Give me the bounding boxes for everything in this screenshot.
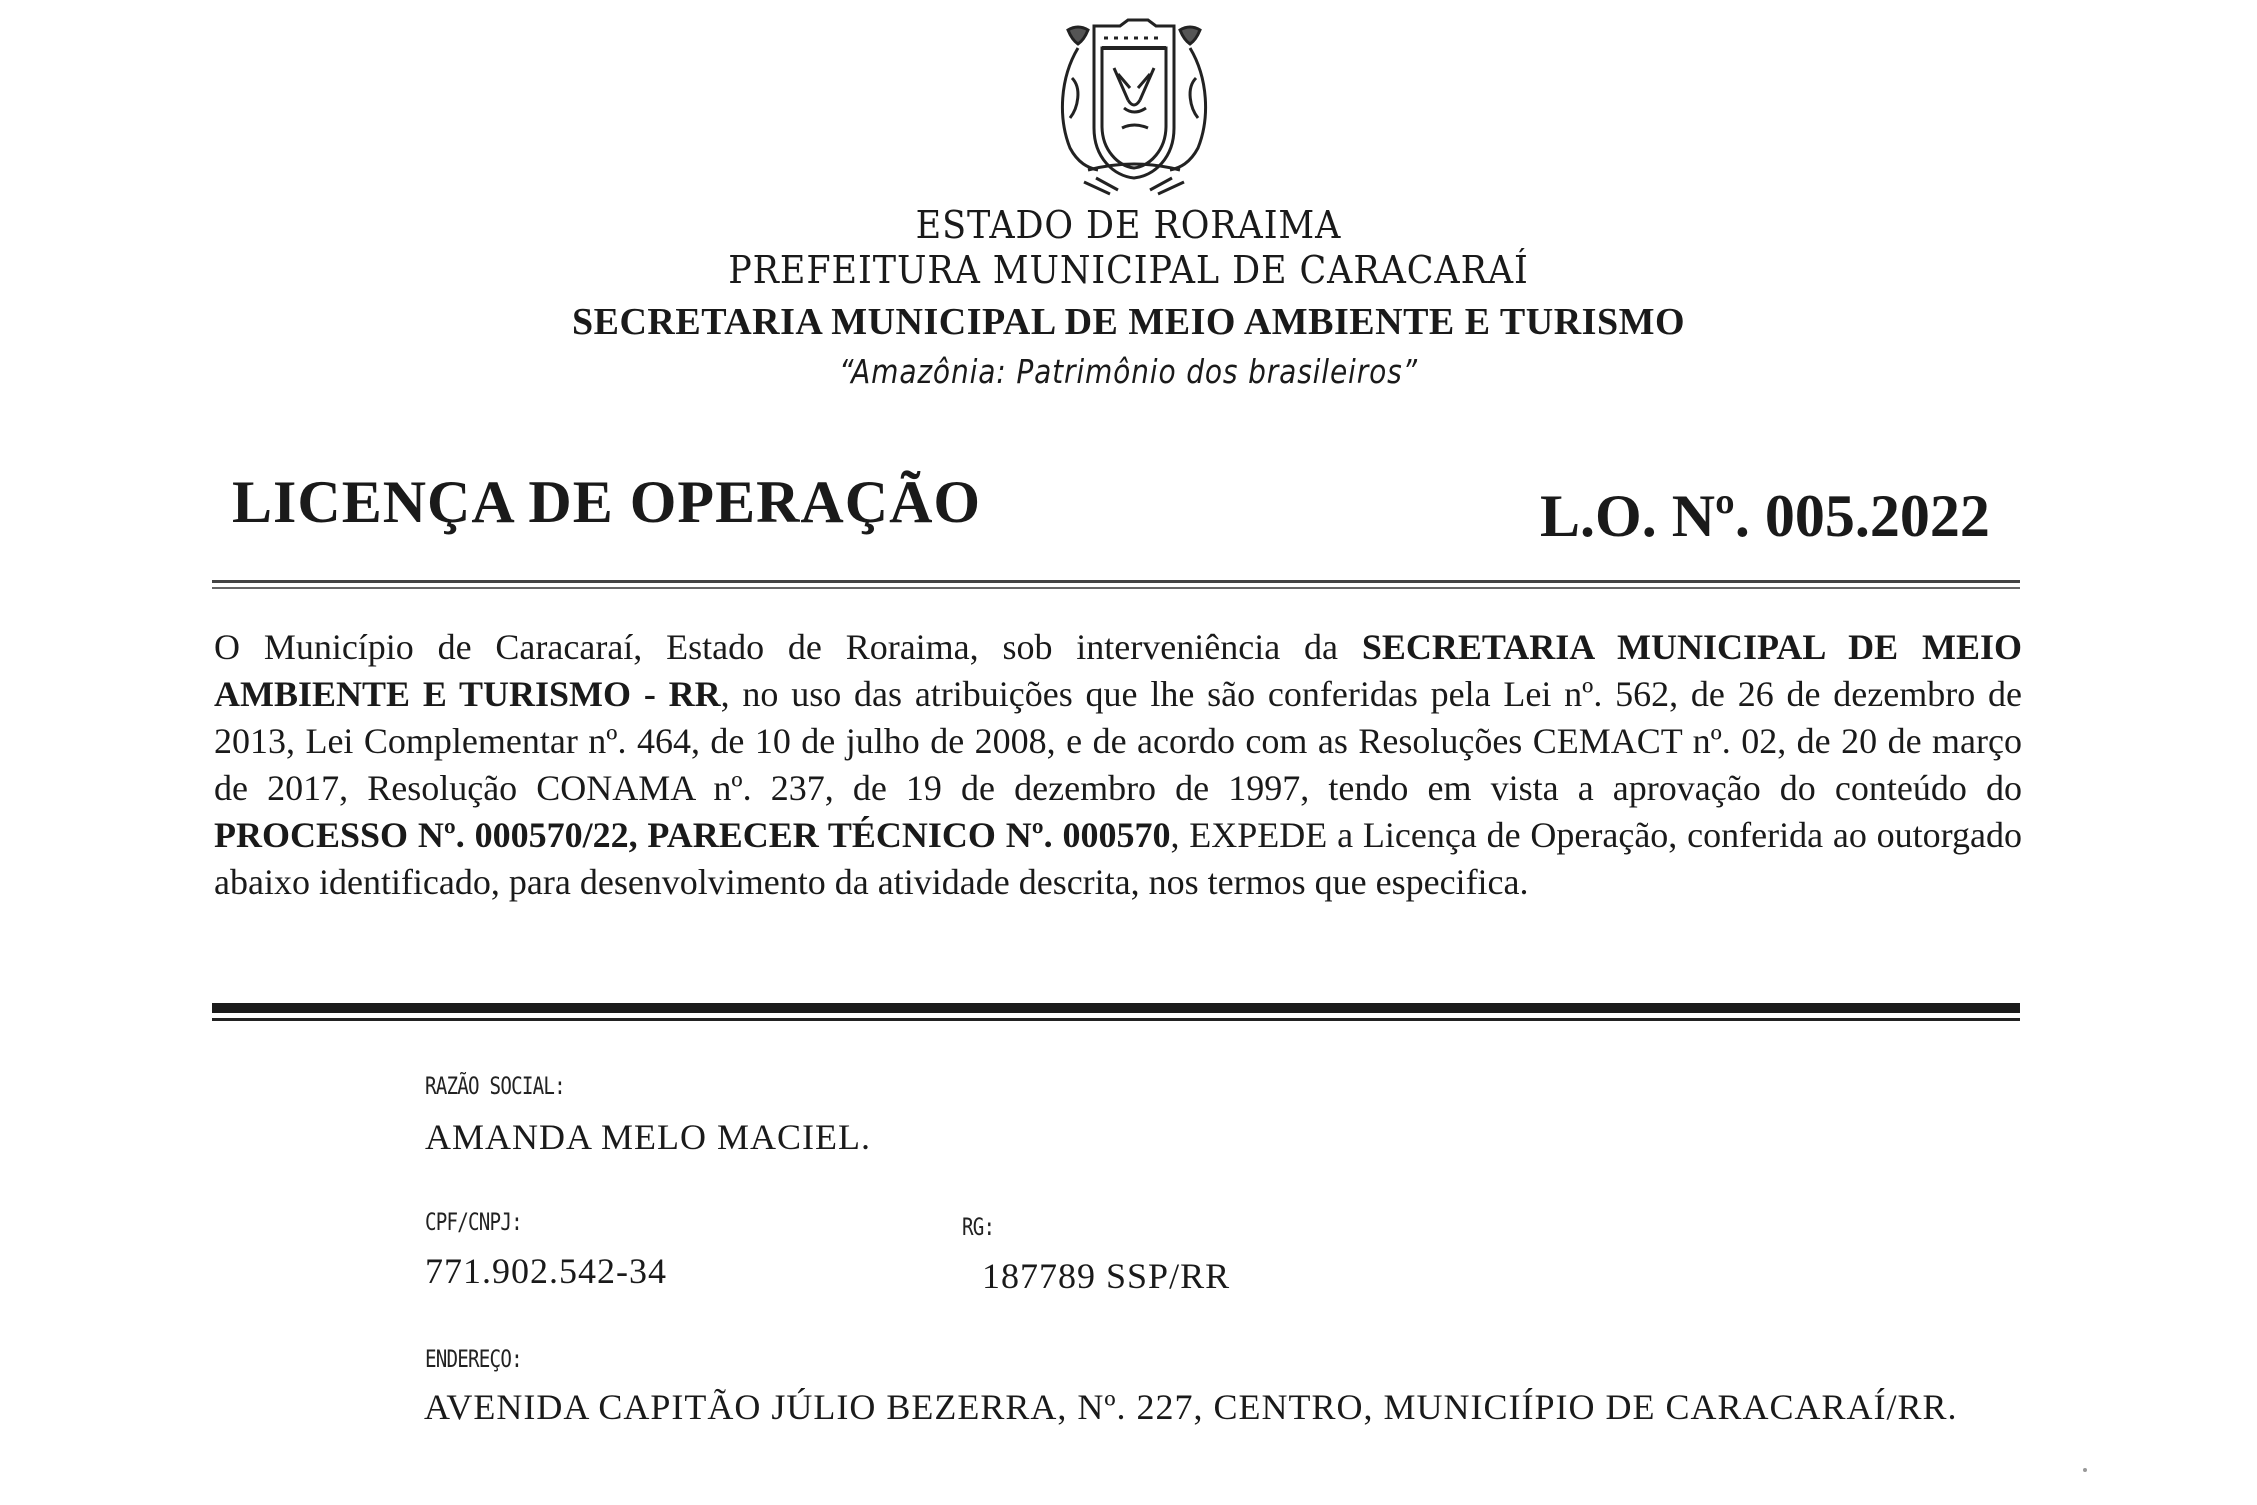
section-divider bbox=[212, 1003, 2020, 1013]
razao-social-label: RAZÃO SOCIAL: bbox=[425, 1072, 565, 1100]
cpf-cnpj-value: 771.902.542-34 bbox=[425, 1251, 667, 1291]
section-divider-secondary bbox=[212, 1018, 2020, 1021]
body-segment: , EXPEDE a Licença de Operação, conferida ao outorgado abaixo identificado, para desenvolvimento da atividade descrita, nos termos que especifica. bbox=[214, 815, 2022, 902]
title-divider bbox=[212, 580, 2020, 583]
scan-speck bbox=[2083, 1468, 2087, 1472]
cpf-cnpj-label: CPF/CNPJ: bbox=[425, 1208, 522, 1236]
header-prefecture: PREFEITURA MUNICIPAL DE CARACARAÍ bbox=[728, 248, 1529, 292]
title-divider-secondary bbox=[212, 587, 2020, 589]
rg-label: RG: bbox=[962, 1213, 995, 1241]
endereco-label: ENDEREÇO: bbox=[425, 1345, 522, 1373]
header-secretariat: SECRETARIA MUNICIPAL DE MEIO AMBIENTE E TURISMO bbox=[571, 301, 1685, 343]
body-segment-bold: SECRETARIA MUNICIPAL DE MEIO AMBIENTE E TURISMO - RR bbox=[214, 627, 2023, 714]
coat-of-arms-icon bbox=[1048, 18, 1220, 198]
rg-value: 187789 SSP/RR bbox=[982, 1256, 1231, 1296]
body-segment: O Município de Caracaraí, Estado de Roraima, sob interveniência da bbox=[214, 627, 1362, 667]
body-segment-bold: PROCESSO Nº. 000570/22, PARECER TÉCNICO Nº. 000570 bbox=[214, 815, 1171, 855]
license-number: L.O. Nº. 005.2022 bbox=[1540, 483, 1990, 549]
header-motto: “Amazônia: Patrimônio dos brasileiros” bbox=[839, 352, 1418, 391]
endereco-value: AVENIDA CAPITÃO JÚLIO BEZERRA, Nº. 227, CENTRO, MUNICIÍPIO DE CARACARAÍ/RR. bbox=[424, 1387, 1958, 1427]
document-title: LICENÇA DE OPERAÇÃO bbox=[232, 469, 982, 535]
license-body-paragraph bbox=[214, 624, 2022, 906]
razao-social-value: AMANDA MELO MACIEL. bbox=[425, 1117, 871, 1157]
body-segment: , no uso das atribuições que lhe são conferidas pela Lei nº. 562, de 26 de dezembro de 2013, Lei Complementar nº. 464, de 10 de julho de 2008, e de acordo com as Resoluções CEMACT nº. 02, de 20 de março de 2017, Resolução CONAMA nº. 237, de 19 de dezembro de 1997, tendo em vista a aprovação do conteúdo do bbox=[214, 674, 2022, 808]
header-state: ESTADO DE RORAIMA bbox=[915, 203, 1342, 247]
